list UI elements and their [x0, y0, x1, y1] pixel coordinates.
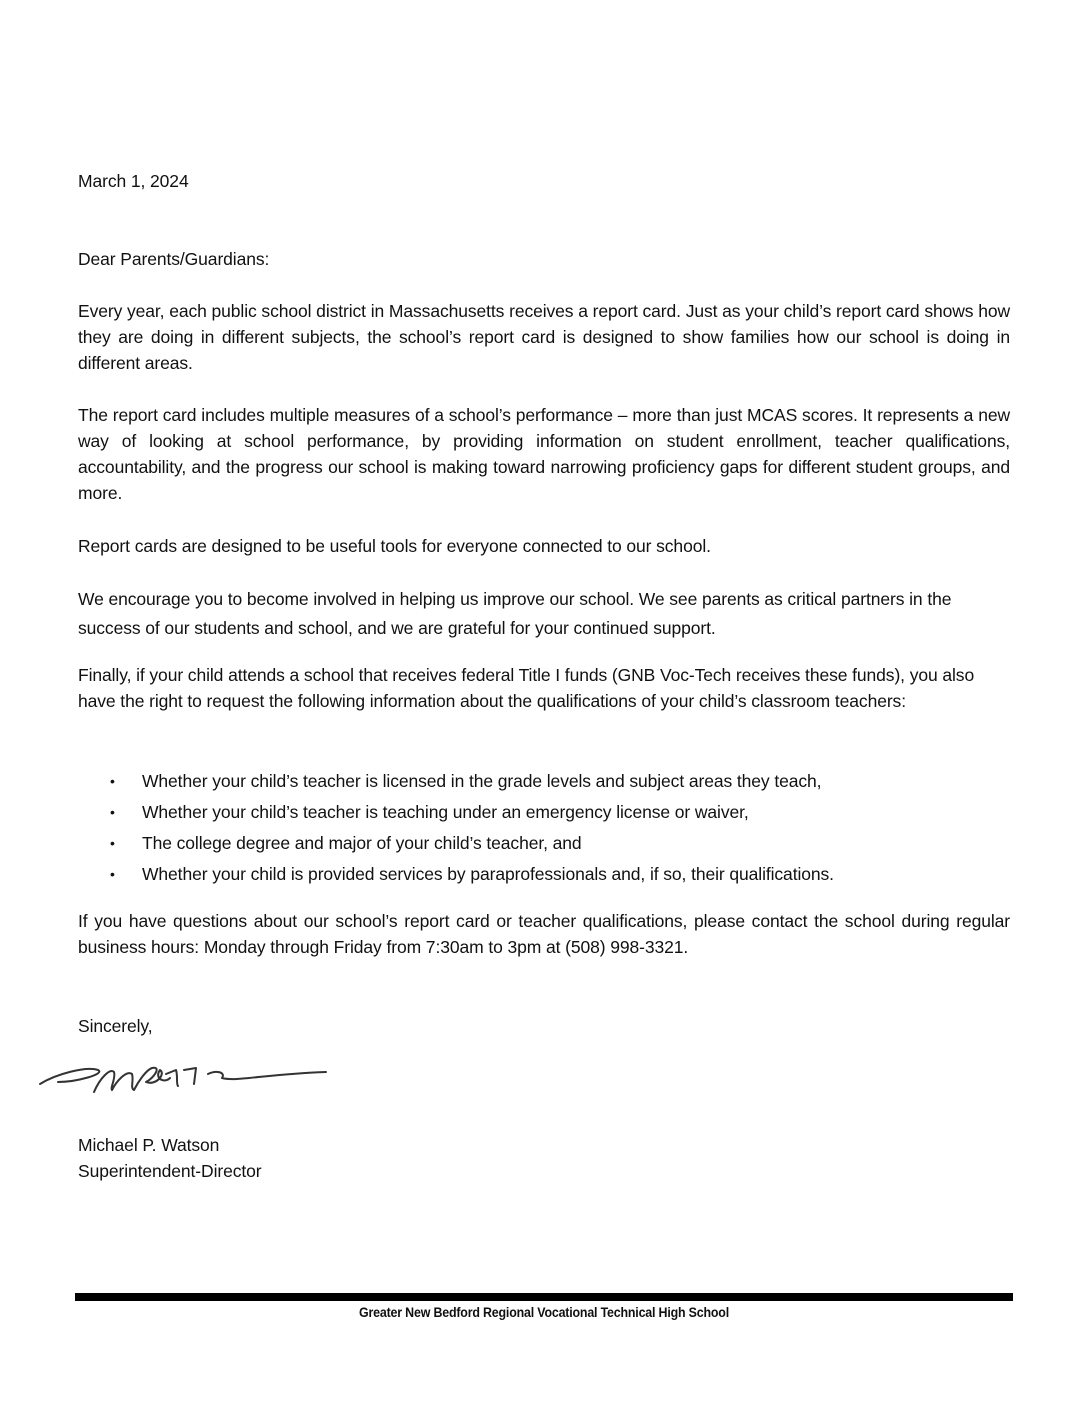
- footer-divider: [75, 1293, 1013, 1301]
- footer-school-name: Greater New Bedford Regional Vocational Technical High School: [359, 1305, 729, 1320]
- closing: Sincerely,: [78, 1016, 153, 1036]
- list-item-text: The college degree and major of your child’s teacher, and: [142, 833, 582, 853]
- qualifications-list: [78, 768, 1010, 892]
- bullet-icon: •: [110, 866, 115, 882]
- bullet-icon: •: [110, 835, 115, 851]
- paragraph-title-i: Finally, if your child attends a school that receives federal Title I funds (GNB Voc-Tech receives these funds), you also have the right to request the following information about the qualifications of your child’s classroom teachers:: [78, 665, 975, 711]
- list-item: [78, 799, 1010, 830]
- salutation: Dear Parents/Guardians:: [78, 249, 270, 269]
- paragraph-report-card-intro: Every year, each public school district in Massachusetts receives a report card. Just as your child’s report card shows how they are doing in different subjects, the school’s report card is designed to show families how our school is doing in different areas.: [78, 301, 1010, 373]
- signature-icon: [36, 1048, 336, 1098]
- paragraph-useful-tools: Report cards are designed to be useful tools for everyone connected to our school.: [78, 536, 711, 556]
- signer-title: Superintendent-Director: [78, 1161, 262, 1181]
- bullet-icon: •: [110, 773, 115, 789]
- list-item: [78, 768, 1010, 799]
- signer-name: Michael P. Watson: [78, 1135, 220, 1155]
- paragraph-involvement: We encourage you to become involved in helping us improve our school. We see parents as critical partners in the success of our students and school, and we are grateful for your continued support.: [78, 589, 952, 638]
- list-item: [78, 830, 1010, 861]
- list-item-text: Whether your child’s teacher is teaching under an emergency license or waiver,: [142, 802, 749, 822]
- paragraph-report-card-measures: The report card includes multiple measures of a school’s performance – more than just MCAS scores. It represents a new way of looking at school performance, by providing information on student enrollment, teacher qualifications, accountability, and the progress our school is making toward narrowing proficiency gaps for different student groups, and more.: [78, 405, 1010, 503]
- paragraph-contact: If you have questions about our school’s report card or teacher qualifications, please contact the school during regular business hours: Monday through Friday from 7:30am to 3pm at (508) 998-3321.: [78, 911, 1010, 957]
- list-item: [78, 861, 1010, 892]
- bullet-icon: •: [110, 804, 115, 820]
- list-item-text: Whether your child’s teacher is licensed in the grade levels and subject areas they teach,: [142, 771, 822, 791]
- letter-date: March 1, 2024: [78, 171, 189, 191]
- list-item-text: Whether your child is provided services by paraprofessionals and, if so, their qualifications.: [142, 864, 834, 884]
